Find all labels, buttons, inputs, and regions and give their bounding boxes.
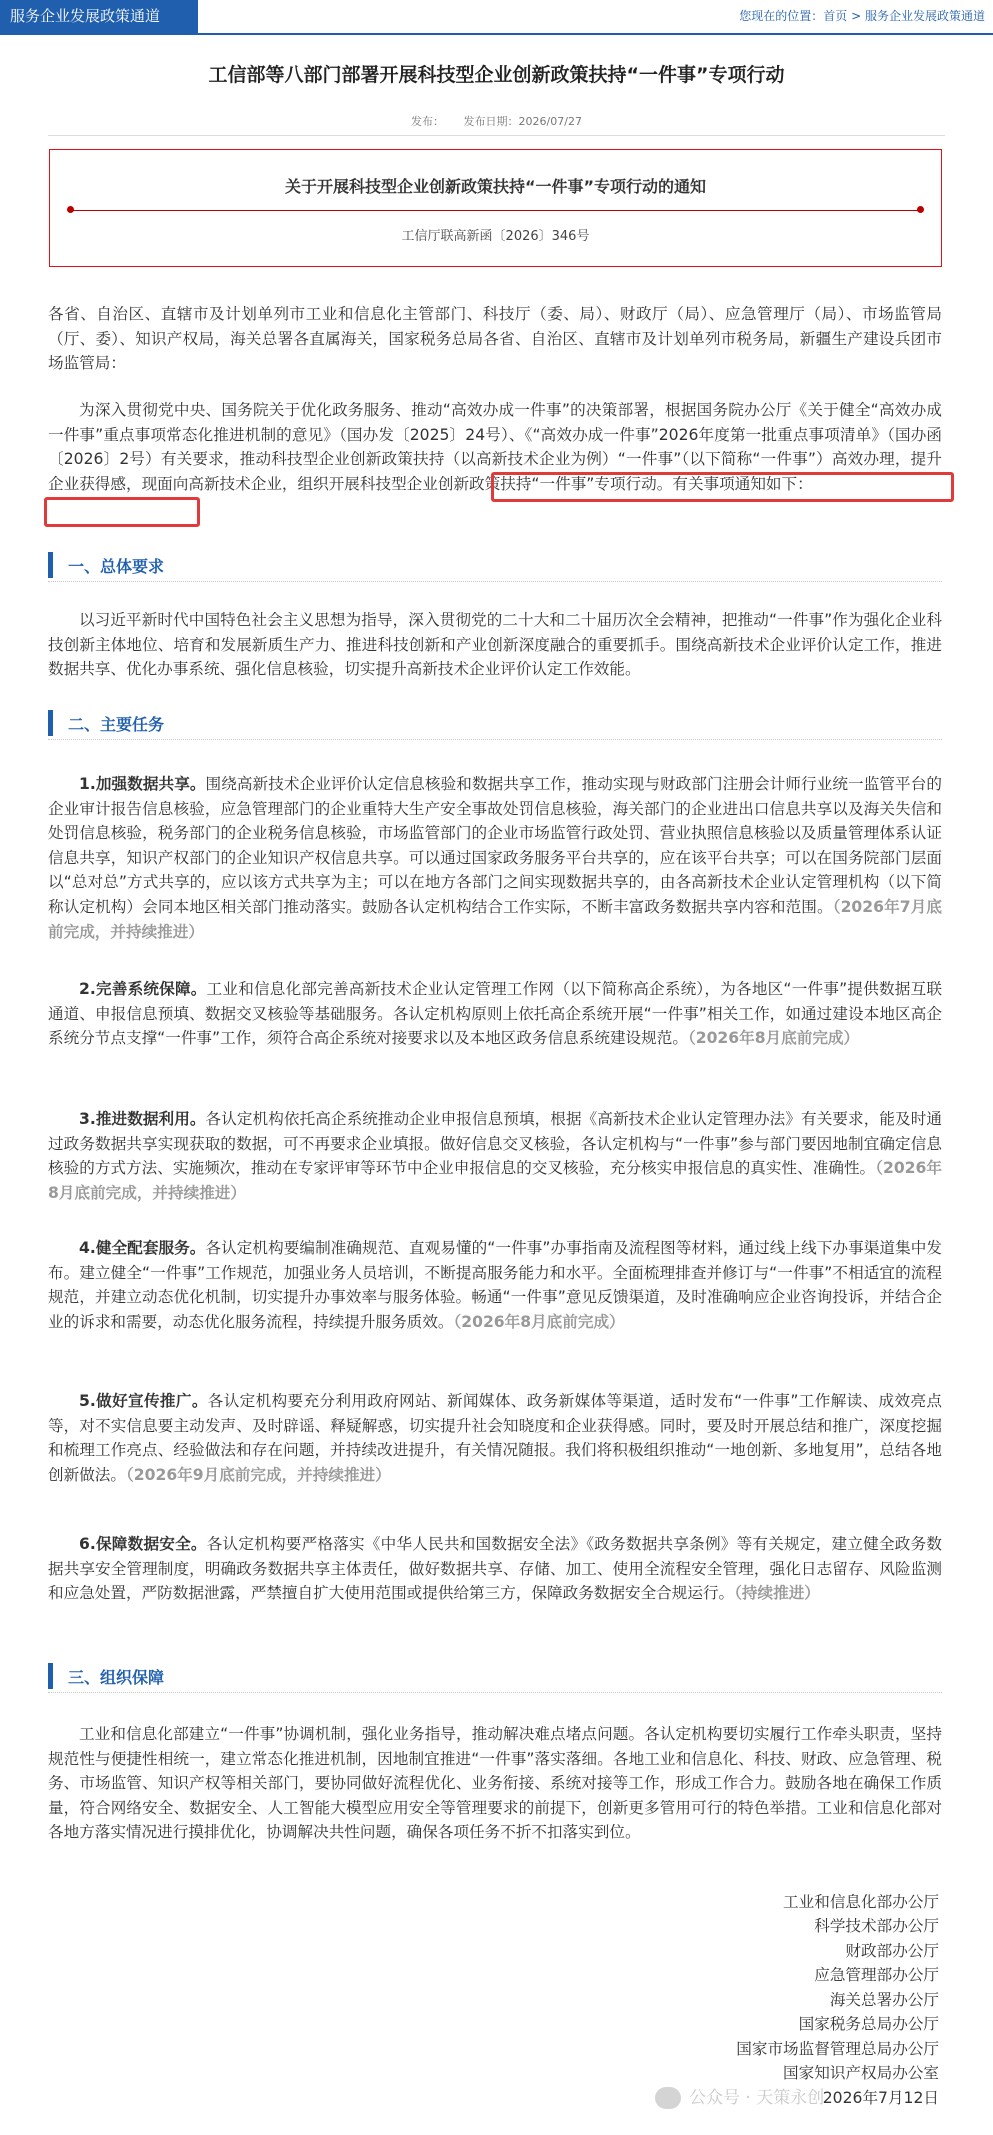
signature-5: 海关总署办公厅 bbox=[829, 1991, 939, 2009]
signature-2: 科学技术部办公厅 bbox=[814, 1917, 939, 1935]
watermark bbox=[655, 2083, 824, 2109]
red-rule bbox=[70, 210, 921, 211]
breadcrumb-separator: > bbox=[847, 9, 865, 23]
task-heading: 4.健全配套服务。 bbox=[79, 1239, 206, 1257]
breadcrumb bbox=[739, 7, 985, 24]
task-text: 围绕高新技术企业评价认定信息核验和数据共享工作，推动实现与财政部门注册会计师行业统一监管平台的企业审计报告信息核验，应急管理部门的企业重特大生产安全事故处罚信息核验，海关部门的企业进出口信息共享以及海关失信和处罚信息核验，税务部门的企业税务信息核验，市场监管部门的企业市场监管行政处罚、营业执照信息核验以及质量管理体系认证信息共享，知识产权部门的企业知识产权信息共享。可以通过国家政务服务平台共享的，应在该平台共享；可以在国务院部门层面以“总对总”方式共享的，应以该方式共享为主；可以在地方各部门之间实现数据共享的，由各高新技术企业认定管理机构（以下简称认定机构）会同本地区相关部门推动落实。鼓励各认定机构结合工作实际，不断丰富政务数据共享内容和范围。 bbox=[48, 775, 942, 916]
watermark-text: 公众号 · 天策永创 bbox=[689, 2088, 825, 2108]
signature-6: 国家税务总局办公厅 bbox=[798, 2015, 939, 2033]
task-text: 各认定机构要编制准确规范、直观易懂的“一件事”办事指南及流程图等材料，通过线上线下办事渠道集中发布。建立健全“一件事”工作规范，加强业务人员培训，不断提高服务能力和水平。全面梳理排查并修订与“一件事”不相适宜的流程规范，并建立动态优化机制，切实提升办事效率与服务体验。畅通“一件事”意见反馈渠道，及时准确响应企业咨询投诉，并结合企业的诉求和需要，动态优化服务流程，持续提升服务质效。 bbox=[48, 1239, 942, 1331]
task-heading: 2.完善系统保障。 bbox=[79, 980, 207, 998]
red-dot-left bbox=[67, 206, 74, 213]
signature-3: 财政部办公厅 bbox=[845, 1942, 939, 1960]
section-title: 三、组织保障 bbox=[68, 1668, 165, 1687]
notice-title: 关于开展科技型企业创新政策扶持“一件事”专项行动的通知 bbox=[284, 177, 707, 196]
task-heading: 5.做好宣传推广。 bbox=[79, 1392, 208, 1410]
publish-label: 发布： bbox=[411, 115, 445, 128]
notice-header-box bbox=[49, 149, 942, 267]
section-tab[interactable]: 服务企业发展政策通道 bbox=[0, 0, 198, 33]
intro-text: 为深入贯彻党中央、国务院关于优化政务服务、推动“高效办成一件事”的决策部署，根据国务院办公厅《关于健全“高效办成一件事”重点事项常态化推进机制的意见》（国办发〔2025〕24号）、《“高效办成一件事”2026年度第一批重点事项清单》（国办函〔2026〕2号）有关要求，推动科技型企业创新政策扶持（以高新技术企业为例）“一件事”（以下简称“一件事”）高效办理，提升企业获得感， bbox=[48, 401, 942, 493]
meta-divider bbox=[48, 135, 945, 136]
addressee-paragraph: 各省、自治区、直辖市及计划单列市工业和信息化主管部门、科技厅（委、局）、财政厅（局）、应急管理厅（局）、市场监管局（厅、委）、知识产权局，海关总署各直属海关，国家税务总局各省、自治区、直辖市及计划单列市税务局，新疆生产建设兵团市场监管局： bbox=[48, 305, 942, 373]
task-deadline: （2026年7月底前完成，并持续推进） bbox=[48, 897, 942, 941]
task-heading: 6.保障数据安全。 bbox=[79, 1535, 207, 1553]
article-meta bbox=[0, 113, 993, 129]
location-label: 您现在的位置： bbox=[739, 9, 824, 23]
section-divider bbox=[48, 1692, 942, 1693]
section-bar bbox=[48, 710, 53, 736]
task-paragraph-3 bbox=[48, 1107, 942, 1205]
section-bar bbox=[48, 552, 53, 578]
section-divider bbox=[48, 739, 942, 740]
document-number: 工信厅联高新函〔2026〕346号 bbox=[401, 229, 590, 244]
signature-1: 工业和信息化部办公厅 bbox=[783, 1893, 939, 1911]
task-heading: 3.推进数据利用。 bbox=[79, 1110, 206, 1128]
wechat-icon bbox=[655, 2087, 681, 2109]
signature-4: 应急管理部办公厅 bbox=[814, 1966, 939, 1984]
task-deadline: （持续推进） bbox=[734, 1584, 820, 1603]
section-title: 二、主要任务 bbox=[68, 715, 165, 734]
organization-paragraph: 工业和信息化部建立“一件事”协调机制，强化业务指导，推动解决难点堵点问题。各认定机构要切实履行工作牵头职责，坚持规范性与便捷性相统一，建立常态化推进机制，因地制宜推进“一件事”落实落细。各地工业和信息化、科技、财政、应急管理、税务、市场监管、知识产权等相关部门，要协同做好流程优化、业务衔接、系统对接等工作，形成工作合力。鼓励各地在确保工作质量，符合网络安全、数据安全、人工智能大模型应用安全等管理要求的前提下，创新更多管用可行的特色举措。工业和信息化部对各地方落实情况进行摸排优化，协调解决共性问题，确保各项任务不折不扣落实到位。 bbox=[48, 1725, 942, 1842]
section-header-1 bbox=[48, 552, 942, 578]
breadcrumb-home[interactable]: 首页 bbox=[823, 9, 848, 23]
task-paragraph-6 bbox=[48, 1532, 942, 1606]
task-deadline: （2026年8月底前完成，并持续推进） bbox=[48, 1159, 942, 1202]
section-header-2 bbox=[48, 710, 942, 736]
task-text: 各认定机构要充分利用政府网站、新闻媒体、政务新媒体等渠道，适时发布“一件事”工作解读、成效亮点等，对不实信息要主动发声、及时辟谣、释疑解惑，切实提升社会知晓度和企业获得感。同时，要及时开展总结和推广，深度挖掘和梳理工作亮点、经验做法和存在问题，并持续改进提升，有关情况随报。我们将积极组织推动“一地创新、多地复用”，总结各地创新做法。 bbox=[48, 1392, 942, 1484]
section-header-3 bbox=[48, 1663, 942, 1689]
publish-date: 发布日期：2026/07/27 bbox=[463, 115, 582, 128]
task-deadline: （2026年9月底前完成，并持续推进） bbox=[125, 1465, 391, 1484]
section-divider bbox=[48, 581, 942, 582]
signature-date: 2026年7月12日 bbox=[822, 2089, 939, 2107]
task-paragraph-2 bbox=[48, 977, 942, 1051]
task-heading: 1.加强数据共享。 bbox=[79, 775, 206, 793]
task-paragraph-5 bbox=[48, 1389, 942, 1487]
general-requirements-paragraph: 以习近平新时代中国特色社会主义思想为指导，深入贯彻党的二十大和二十届历次全会精神，把推动“一件事”作为强化企业科技创新主体地位、培育和发展新质生产力、推进科技创新和产业创新深度融合的重要抓手。围绕高新技术企业评价认定工作，推进数据共享、优化办事系统、强化信息核验，切实提升高新技术企业评价认定工作效能。 bbox=[48, 611, 942, 679]
signature-8: 国家知识产权局办公室 bbox=[783, 2064, 939, 2082]
task-text: 各认定机构依托高企系统推动企业申报信息预填，根据《高新技术企业认定管理办法》有关要求，能及时通过政务数据共享实现获取的数据，可不再要求企业填报。做好信息交叉核验，各认定机构与“一件事”参与部门要因地制宜确定信息核验的方式方法、实施频次，推动在专家评审等环节中企业申报信息的交叉核验，充分核实申报信息的真实性、准确性。 bbox=[48, 1110, 942, 1178]
highlight-box-2 bbox=[44, 497, 200, 527]
task-text: 各认定机构要严格落实《中华人民共和国数据安全法》《政务数据共享条例》等有关规定，建立健全政务数据共享安全管理制度，明确政务数据共享主体责任，做好数据共享、存储、加工、使用全流程安全管理，强化日志留存、风险监测和应急处置，严防数据泄露，严禁擅自扩大使用范围或提供给第三方，保障政务数据安全合规运行。 bbox=[48, 1535, 942, 1603]
page-title: 工信部等八部门部署开展科技型企业创新政策扶持“一件事”专项行动 bbox=[208, 64, 785, 86]
task-paragraph-1 bbox=[48, 772, 942, 944]
section-title: 一、总体要求 bbox=[68, 557, 165, 576]
red-dot-right bbox=[917, 206, 924, 213]
signature-7: 国家市场监督管理总局办公厅 bbox=[736, 2040, 939, 2058]
section-bar bbox=[48, 1663, 53, 1689]
top-bar bbox=[0, 0, 993, 35]
task-text: 工业和信息化部完善高新技术企业认定管理工作网（以下简称高企系统），为各地区“一件事”提供数据互联通道、申报信息预填、数据交叉核验等基础服务。各认定机构原则上依托高企系统开展“一件事”相关工作，如通过建设本地区高企系统分节点支撑“一件事”工作，须符合高企系统对接要求以及本地区政务信息系统建设规范。 bbox=[48, 980, 942, 1048]
intro-end-text: 有关事项通知如下： bbox=[672, 474, 813, 493]
intro-highlight-text: 现面向高新技术企业，组织开展科技型企业创新政策扶持“一件事”专项行动。 bbox=[141, 474, 673, 493]
highlight-box-1 bbox=[491, 472, 954, 502]
task-deadline: （2026年8月底前完成） bbox=[687, 1029, 860, 1048]
breadcrumb-current[interactable]: 服务企业发展政策通道 bbox=[864, 9, 985, 23]
task-deadline: （2026年8月底前完成） bbox=[453, 1312, 625, 1331]
task-paragraph-4 bbox=[48, 1236, 942, 1334]
